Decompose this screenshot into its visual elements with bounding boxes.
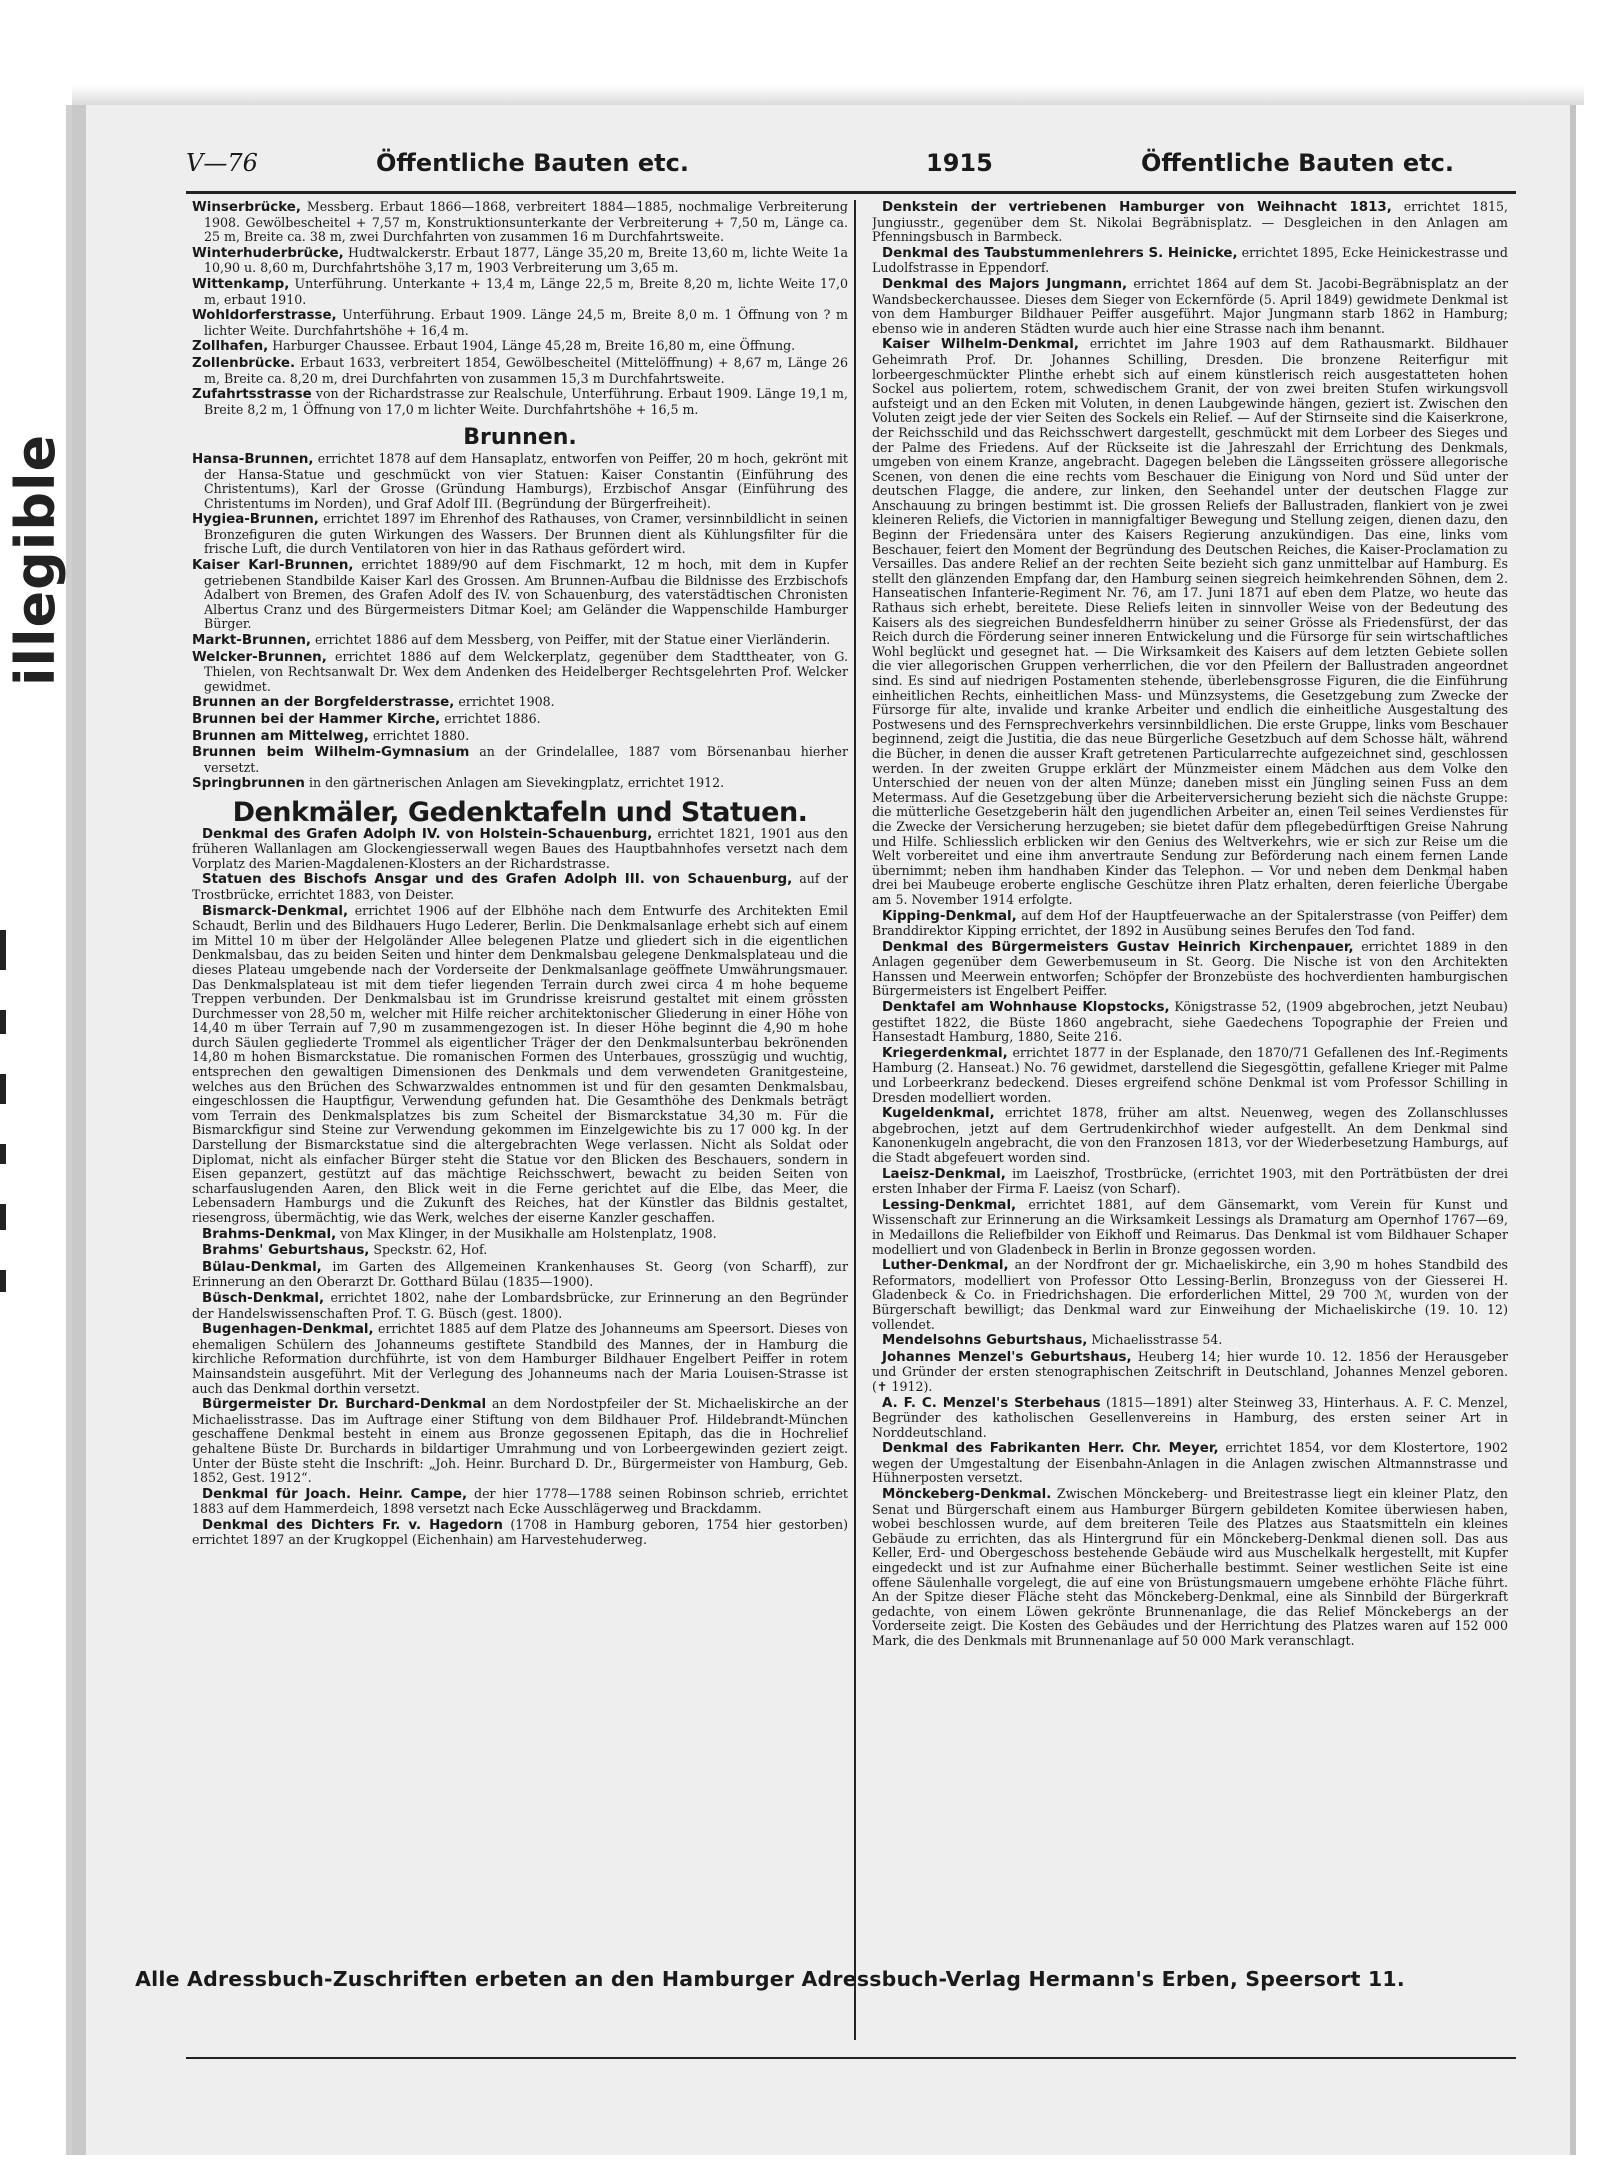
list-item: Brahms-Denkmal, von Max Klinger, in der Musikhalle am Holstenplatz, 1908. [202, 1225, 717, 1242]
year: 1915 [926, 149, 993, 177]
list-item: Lessing-Denkmal, errichtet 1881, auf dem Gänsemarkt, vom Verein für Kunst und Wissenschaft zur Erinnerung an die Wirksamkeit Lessings als Dramaturg am Opernhof 1767—69, in Medaillons die Reliefbilder von Eikhoff und Reimarus. Das Denkmal ist vom Bildhauer Schaper modelliert und von Gladenbeck in Berlin in Bronze gegossen worden. [872, 1196, 1508, 1257]
list-item: Denkstein der vertriebenen Hamburger von Weihnacht 1813, errichtet 1815, Jungiusstr., gegenüber dem St. Nikolai Begräbnisplatz. — Desgleichen in den Anlagen am Pfenningsbusch in Barmbeck. [872, 200, 1508, 245]
column-divider [854, 200, 856, 2040]
brunnen-list [192, 452, 848, 792]
side-marks [0, 930, 10, 1630]
list-item: Brunnen beim Wilhelm-Gymnasium an der Grindelallee, 1887 vom Börsenanbau hierher versetzt. [192, 744, 848, 775]
list-item: Mönckeberg-Denkmal. Zwischen Mönckeberg- und Breitestrasse liegt ein kleiner Platz, den Senat und Bürgerschaft einem aus Hamburger Bürgern gebildeten Komitee überwiesen haben, wobei beschlossen wurde, auf dem breiteren Teile des Platzes aus Staatsmitteln ein kleines Gebäude zu errichten, das als Hintergrund für ein Mönckeberg-Denkmal dienen soll. Das aus Keller, Erd- und Obergeschoss bestehende Gebäude wird aus Muschelkalk hergestellt, mit Kupfer eingedeckt und ist zur Aufnahme einer Bücherhalle bestimmt. Seiner westlichen Seite ist eine offene Säulenhalle vorgelegt, die auf eine von Brüstungsmauern umgebene erhöhte Fläche führt. An der Spitze dieser Fläche steht das Mönckeberg-Denkmal, eine als Sinnbild der Bürgerkraft gedachte, von einem Löwen gekrönte Brunnenanlage, die das Relief Mönckebergs an der Vorderseite zeigt. Die Kosten des Gebäudes und der Herrichtung des Platzes waren auf 152 000 Mark, die des Denkmals mit Brunnenanlage auf 50 000 Mark veranschlagt. [872, 1486, 1508, 1648]
list-item: Zollenbrücke. Erbaut 1633, verbreitert 1854, Gewölbescheitel (Mittelöffnung) + 8,67 m, Länge 26 m, Breite ca. 8,20 m, drei Durchfahrten von zusammen 15,3 m Durchfahrtsweite. [192, 354, 848, 386]
list-item: Kugeldenkmal, errichtet 1878, früher am altst. Neuenweg, wegen des Zollanschlusses abgebrochen, jetzt auf dem Gertrudenkirchhof wieder aufgestellt. An dem Denkmal sind Kanonenkugeln angebracht, die von den Franzosen 1813, vor der Wiederbesetzung Hamburgs, auf die Stadt abgefeuert worden sind. [872, 1105, 1508, 1165]
list-item: Bugenhagen-Denkmal, errichtet 1885 auf dem Platze des Johanneums am Speersort. Dieses von ehemaligen Schülern des Johanneums gestiftete Standbild des Mannes, der in Hamburg die kirchliche Reformation durchführte, ist von dem Hamburger Bildhauer Engelbert Peiffer in rotem Mainsandstein ausgeführt. Mit der Verlegung des Johanneums nach der Maria Louisen-Strasse ist auch das Denkmal dorthin versetzt. [192, 1321, 848, 1396]
list-item: Denkmal des Majors Jungmann, errichtet 1864 auf dem St. Jacobi-Begräbnisplatz an der Wandsbeckerchaussee. Dieses dem Sieger von Eckernförde (5. April 1849) gewidmete Denkmal ist von dem Hamburger Bildhauer Peiffer ausgeführt. Major Jungmann starb 1862 in Hamburg; ebenso wie in anderen Städten wurde auch hier eine Strasse nach ihm benannt. [872, 275, 1508, 336]
list-item: Winterhuderbrücke, Hudtwalckerstr. Erbaut 1877, Länge 35,20 m, Breite 13,60 m, lichte Weite 1a 10,90 u. 8,60 m, Durchfahrtshöhe 3,17 m, 1903 Verbreiterung um 3,65 m. [192, 244, 848, 276]
list-item: Hansa-Brunnen, errichtet 1878 auf dem Hansaplatz, entworfen von Peiffer, 20 m hoch, gekrönt mit der Hansa-Statue und geschmückt von vier Statuen: Kaiser Constantin (Einführung des Christentums), Karl der Grosse (Gründung Hamburgs), Erzbischof Ansgar (Einführung des Christentums im Norden), und Graf Adolf III. (Begründung der Bürgerfreiheit). [192, 450, 848, 511]
page-number: V—76 [186, 149, 258, 177]
bridges-list [192, 200, 848, 417]
scanned-page [72, 105, 1570, 2155]
denkmal-list [192, 827, 848, 1549]
list-item: Wohldorferstrasse, Unterführung. Erbaut 1909. Länge 24,5 m, Breite 8,0 m. 1 Öffnung von ? m lichter Weite. Durchfahrtshöhe + 16,4 m. [192, 307, 848, 338]
list-item: Denkmal des Bürgermeisters Gustav Heinrich Kirchenpauer, errichtet 1889 in den Anlagen gegenüber dem Gewerbemuseum in St. Georg. Die Nische ist von den Architekten Hanssen und Meerwein entworfen; Schöpfer der Bronzebüste des hochverdienten hamburgischen Bürgermeisters ist Engelbert Peiffer. [872, 938, 1508, 999]
list-item: Bülau-Denkmal, im Garten des Allgemeinen Krankenhauses St. Georg (von Scharff), zur Erinnerung an den Oberarzt Dr. Gotthard Bülau (1835—1900). [192, 1258, 848, 1290]
list-item: Bürgermeister Dr. Burchard-Denkmal an dem Nordostpfeiler der St. Michaeliskirche an der Michaelisstrasse. Das im Auftrage einer Stiftung von dem Bildhauer Prof. Hildebrandt-München geschaffene Denkmal besteht in einem aus Bronze gegossenen Epitaph, das die in Hochrelief gehaltene Büste Dr. Burchards in bildartiger Umrahmung und von Lorbeergewinden geziert zeigt. Unter der Büste steht die Inschrift: „Joh. Heinr. Burchard D. Dr., Bürgermeister von Hamburg, Geb. 1852, Gest. 1912“. [192, 1396, 848, 1486]
list-item: Brahms' Geburtshaus, Speckstr. 62, Hof. [202, 1242, 488, 1259]
right-column [872, 200, 1508, 2060]
list-item: Wittenkamp, Unterführung. Unterkante + 13,4 m, Länge 22,5 m, Breite 8,20 m, lichte Weite 17,0 m, erbaut 1910. [192, 275, 848, 307]
list-item: Brunnen am Mittelweg, errichtet 1880. [192, 727, 470, 744]
list-item: Kriegerdenkmal, errichtet 1877 in der Esplanade, den 1870/71 Gefallenen des Inf.-Regiments Hamburg (2. Hanseat.) No. 76 gewidmet, darstellend die Siegesgöttin, gefallene Krieger mit Palme und Lorbeerkranz bedeckend. Dieses ergreifend schöne Denkmal ist vom Professor Schilling in Dresden modelliert worden. [872, 1044, 1508, 1105]
illegible-side-label: illegible [4, 433, 67, 687]
list-item: Laeisz-Denkmal, im Laeiszhof, Trostbrücke, (errichtet 1903, mit den Porträtbüsten der drei ersten Inhaber der Firma F. Laeisz (von Scharf). [872, 1165, 1508, 1197]
list-item: Kaiser Karl-Brunnen, errichtet 1889/90 auf dem Fischmarkt, 12 m hoch, mit dem in Kupfer getriebenen Standbilde Kaiser Karl des Grossen. Am Brunnen-Aufbau die Bildnisse des Erzbischofs Adalbert von Bremen, des Grafen Adolf des IV. von Schauenburg, des vaterstädtischen Chronisten Albertus Cranz und des Bürgermeisters Ditmar Koel; am Geländer die Wappenschilde Hamburger Bürger. [192, 557, 848, 632]
list-item: Winserbrücke, Messberg. Erbaut 1866—1868, verbreitert 1884—1885, nochmalige Verbreiterung 1908. Gewölbescheitel + 7,57 m, Konstruktionsunterkante der Verbreiterung + 7,50 m, Länge ca. 25 m, Breite ca. 38 m, zwei Durchfahrten von zusammen 16 m Durchfahrtsweite. [192, 200, 848, 245]
left-running-title: Öffentliche Bauten etc. [376, 149, 689, 177]
brunnen-heading: Brunnen. [463, 425, 577, 451]
list-item: Kipping-Denkmal, auf dem Hof der Hauptfeuerwache an der Spitalerstrasse (von Peiffer) dem Branddirektor Kipping errichtet, der 1892 in Ausübung seines Berufes den Tod fand. [872, 907, 1508, 939]
list-item: Denkmal des Grafen Adolph IV. von Holstein-Schauenburg, errichtet 1821, 1901 aus den früheren Wallanlagen am Glockengiesserwall wegen Baues des Hauptbahnhofes versetzt nach dem Vorplatz des Marien-Magdalenen-Klosters an der Richardstrasse. [192, 825, 848, 871]
publisher-footer: Alle Adressbuch-Zuschriften erbeten an den Hamburger Adressbuch-Verlag Hermann's Erben, Speersort 11. [135, 1967, 1405, 1991]
list-item: Mendelsohns Geburtshaus, Michaelisstrasse 54. [882, 1332, 1223, 1349]
page-header [186, 149, 1491, 189]
list-item: Zollhafen, Harburger Chaussee. Erbaut 1904, Länge 45,28 m, Breite 16,80 m, eine Öffnung. [192, 338, 796, 355]
header-rule [186, 191, 1516, 194]
left-column [192, 200, 848, 2060]
list-item: Bismarck-Denkmal, errichtet 1906 auf der Elbhöhe nach dem Entwurfe des Architekten Emil Schaudt, Berlin und des Bildhauers Hugo Lederer, Berlin. Die Denkmalsanlage erhebt sich auf einem im Mittel 10 m über der Helgoländer Allee belegenen Platze und gliedert sich in die eigentlichen Denkmalsbau, das zu beiden Seiten und hinter dem Denkmalsbau gelegene Denkmalsplateau und die dieses Plateau umgebende nach der Vorderseite der Denkmalsanlage geöffnete Umwährungsmauer. Das Denkmalsplateau ist mit dem tiefer liegenden Terrain durch zwei circa 4 m hohe bequeme Treppen verbunden. Der Denkmalsbau ist im Grundrisse kreisrund gestaltet mit einem grössten Durchmesser von 28,50 m, welcher mit Hilfe reicher architektonischer Gliederung in einer Höhe von 14,40 m über Terrain auf 7,90 m zusammengezogen ist. In dieser Höhe beginnt die 4,90 m hohe durch Säulen gegliederte Trommel als eigentlicher Träger der den Denkmalsunterbau bekrönenden 14,80 m hohen Bismarckstatue. Die romanischen Formen des Unterbaues, grosszügig und wuchtig, entsprechen den gewaltigen Dimensionen des Denkmals und dem verwendeten Granitgesteine, welches aus den Brüchen des Schwarzwaldes entnommen ist und für den gesamten Denkmalsbau, eingeschlossen die Hauptfigur, Verwendung gefunden hat. Die Gesamthöhe des Denkmals beträgt vom Terrain des Denkmalsplatzes bis zum Scheitel der Bismarckstatue 34,30 m. Für die Bismarckfigur sind Steine zur Verwendung gekommen im Einzelgewichte bis zu 17 000 kg. In der Darstellung der Bismarckstatue sind die altergebrachten Wege verlassen. Nicht als Soldat oder Diplomat, nicht als einfacher Bürger steht die Statue vor den Blicken des Beschauers, sondern in Eisen gepanzert, gestützt auf das mächtige Reichsschwert, bewacht zu beiden Seiten von scharfauslugenden Aaren, den Blick weit in die Ferne gerichtet auf die Elbe, das Meer, die Lebensadern Hamburgs und die Zukunft des Reiches, hat der Künstler das Bildnis gestaltet, riesengross, übermächtig, wie das Werk, welches der eiserne Kanzler geschaffen. [192, 902, 848, 1225]
list-item: Denktafel am Wohnhause Klopstocks, Königstrasse 52, (1909 abgebrochen, jetzt Neubau) gestiftet 1822, die Büste 1860 angebracht, siehe Gaedechens Topographie der Freien und Hansestadt Hamburg, 1880, Seite 216. [872, 999, 1508, 1045]
denkmal-heading: Denkmäler, Gedenktafeln und Statuen. [232, 796, 808, 828]
list-item: Denkmal des Dichters Fr. v. Hagedorn (1708 in Hamburg geboren, 1754 hier gestorben) errichtet 1897 an der Krugkoppel (Eichenhain) am Harvestehuderweg. [192, 1516, 848, 1548]
list-item: Brunnen an der Borgfelderstrasse, errichtet 1908. [192, 694, 555, 711]
list-item: Johannes Menzel's Geburtshaus, Heuberg 14; hier wurde 10. 12. 1856 der Herausgeber und Gründer der ersten stenographischen Zeitschrift in Deutschland, Johannes Menzel geboren. (✝ 1912). [872, 1348, 1508, 1394]
list-item: Denkmal des Taubstummenlehrers S. Heinicke, errichtet 1895, Ecke Heinickestrasse und Ludolfstrasse in Eppendorf. [872, 244, 1508, 276]
list-item: A. F. C. Menzel's Sterbehaus (1815—1891) alter Steinweg 33, Hinterhaus. A. F. C. Menzel, Begründer des katholischen Gesellenvereins in Hamburg, des ersten seiner Art in Norddeutschland. [872, 1394, 1508, 1440]
footer-rule [186, 2057, 1516, 2059]
list-item: Zufahrtsstrasse von der Richardstrasse zur Realschule, Unterführung. Erbaut 1909. Länge 19,1 m, Breite 8,2 m, 1 Öffnung von 17,0 m lichter Weite. Durchfahrtshöhe + 16,5 m. [192, 386, 848, 417]
list-item: Hygiea-Brunnen, errichtet 1897 im Ehrenhof des Rathauses, von Cramer, versinnbildlicht in seinen Bronzefiguren die guten Wirkungen des Wassers. Der Brunnen dient als Kühlungsfilter für die frische Luft, die durch Ventilatoren von hier in das Rathaus gefördert wird. [192, 511, 848, 557]
list-item: Luther-Denkmal, an der Nordfront der gr. Michaeliskirche, ein 3,90 m hohes Standbild des Reformators, modelliert von Professor Otto Lessing-Berlin, Bronzeguss von der Giesserei H. Gladenbeck & Co. in Friedrichshagen. Die erforderlichen Mittel, 29 700 ℳ, wurden von der Bürgerschaft bewilligt; das Denkmal ward zur Einweihung der Michaeliskirche (19. 10. 12) vollendet. [872, 1257, 1508, 1332]
left-margin-strip [0, 0, 67, 2177]
list-item: Springbrunnen in den gärtnerischen Anlagen am Sievekingplatz, errichtet 1912. [192, 775, 725, 792]
list-item: Denkmal des Fabrikanten Herr. Chr. Meyer, errichtet 1854, vor dem Klostertore, 1902 wegen der Umgestaltung der Eisenbahn-Anlagen in die Anlagen zwischen Altmannstrasse und Hühnerposten versetzt. [872, 1440, 1508, 1486]
list-item: Statuen des Bischofs Ansgar und des Grafen Adolph III. von Schauenburg, auf der Trostbrücke, errichtet 1883, von Deister. [192, 871, 848, 902]
list-item: Welcker-Brunnen, errichtet 1886 auf dem Welckerplatz, gegenüber dem Stadttheater, von G. Thielen, von Rechtsanwalt Dr. Wex dem Andenken des Heidelberger Rechtsgelehrten Prof. Welcker gewidmet. [192, 648, 848, 694]
list-item: Markt-Brunnen, errichtet 1886 auf dem Messberg, von Peiffer, mit der Statue einer Vierländerin. [192, 632, 831, 649]
list-item: Brunnen bei der Hammer Kirche, errichtet 1886. [192, 711, 541, 727]
list-item: Büsch-Denkmal, errichtet 1802, nahe der Lombardsbrücke, zur Erinnerung an den Begründer der Handelswissenschaften Prof. T. G. Büsch (gest. 1800). [192, 1289, 848, 1321]
right-running-title: Öffentliche Bauten etc. [1141, 149, 1454, 177]
list-item: Kaiser Wilhelm-Denkmal, errichtet im Jahre 1903 auf dem Rathausmarkt. Bildhauer Geheimrath Prof. Dr. Johannes Schilling, Dresden. Die bronzene Reiterfigur mit lorbeergeschmückter Plinthe erhebt sich auf einem künstlerisch reich ausgestatteten hohen Sockel aus poliertem, rotem, schwedischem Granit, der von zwei breiten Stufen wirkungsvoll aufsteigt und an den Ecken mit Voluten, in denen Laubgewinde hängen, geziert ist. Zwischen den Voluten zeigt jede der vier Seiten des Sockels ein Relief. — Auf der Stirnseite sind die Kaiserkrone, der Reichsschild und das Reichsschwert dargestellt, geschmückt mit dem Lorbeer des Sieges und der Palme des Friedens. Auf der Rückseite ist die Jahreszahl der Errichtung des Denkmals, umgeben von einem Kranze, angebracht. Dagegen beleben die Längsseiten grössere allegorische Scenen, von denen die eine rechts vom Beschauer die Einigung von Nord und Süd unter der deutschen Flagge, die andere, zur linken, den Seehandel unter der deutschen Flagge zur Anschauung zu bringen bestimmt ist. Die grossen Reliefs der Ballustraden, flankiert von je zwei kleineren Reliefs, die Victorien in mannigfaltiger Bewegung und Stellung zeigen, dienen dazu, den Beginn der Friedensära unter des Kaisers Regierung anzukündigen. Das eine, links vom Beschauer, feiert den Moment der Begründung des Deutschen Reiches, die Kaiser-Proclamation zu Versailles. Das andere Relief an der rechten Seite bezieht sich ganz unmittelbar auf Hamburg. Es stellt den glänzenden Empfang dar, den Hamburg seinen siegreich heimkehrenden Söhnen, dem 2. Hanseatischen Infanterie-Regiment Nr. 76, am 17. Juni 1871 auf eben dem Platze, wo heute das Rathaus sich erhebt, bereitete. Diese Reliefs leiten in sinnvoller Weise von der Bedeutung des Kaisers als des siegreichen Bundesfeldherrn hinüber zu seiner Grösse als Friedensfürst, der das Reich durch die Förderung seiner inneren Entwickelung und die Fürsorge für sein wirtschaftliches Wohl beglückt und gesegnet hat. — Die Wirksamkeit des Kaisers auf dem letzten Gebiete sollen die vier allegorischen Gruppen verherrlichen, die vor den Pfeilern der Ballustraden angeordnet sind. Es sind auf niedrigen Postamenten stehende, überlebensgrosse Figuren, die die Einführung einheitlichen Rechts, einheitlichen Mass- und Münzsystems, die Gesetzgebung zum Zwecke der Fürsorge für alte, invalide und kranke Arbeiter und endlich die einheitliche Ausgestaltung des Postwesens und des Fernsprechverkehrs versinnbildlichen. Die erste Gruppe, links vom Beschauer beginnend, zeigt die Justitia, die das neue Bürgerliche Gesetzbuch auf dem Schosse hält, während die Bücher, in denen die ausser Kraft getretenen Particularrechte aufgezeichnet sind, geschlossen werden. In der zweiten Gruppe erklärt der Münzmeister einem Mädchen aus dem Volke den Unterschied der neuen von der alten Münze; daneben misst ein Jüngling seinen Fuss an dem Metermass. Auf die Gesetzgebung über die Arbeiterversicherung bezieht sich die nächste Gruppe: die mütterliche Gesetzgeberin hält den jugendlichen Arbeiter an, einen Teil seines Verdienstes für die Zwecke der Versicherung herzugeben; sie bietet dafür dem pflegebedürftigen Greise Nahrung und Hilfe. Schliesslich erblicken wir den Genius des Weltverkehrs, wie er sich zur Reise um die Welt vorbereitet und eine ihm anvertraute Sendung zur Beförderung nach einem fernen Lande übernimmt; neben ihm handhaben Kinder das Telephon. — Vor und neben dem Denkmal haben drei bei Maubeuge eroberte englische Geschütze ihren Platz erhalten, deren feierliche Übergabe am 5. November 1914 erfolgte. [872, 336, 1508, 907]
list-item: Denkmal für Joach. Heinr. Campe, der hier 1778—1788 seinen Robinson schrieb, errichtet 1883 auf dem Hammerdeich, 1898 versetzt nach Ecke Ausschlägerweg und Brackdamm. [192, 1485, 848, 1517]
